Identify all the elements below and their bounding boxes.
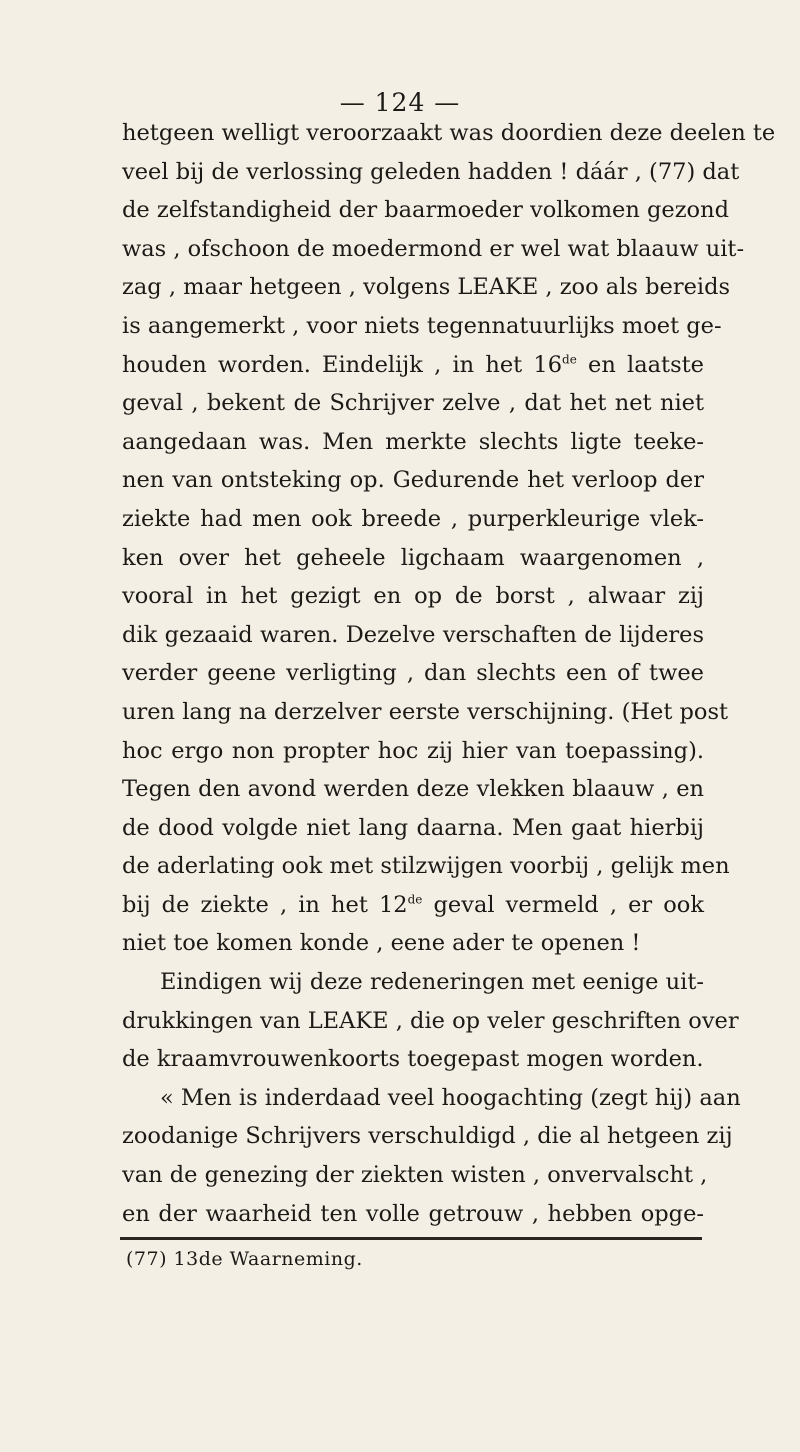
text-line-25: de kraamvrouwenkoorts toegepast mogen worden. — [122, 1046, 704, 1073]
text-line-18: Tegen den avond werden deze vlekken blaauw , en — [122, 776, 704, 803]
text-line-9: aangedaan was. Men merkte slechts ligte teeke- — [122, 428, 704, 455]
text-line-7-start: houden worden. Eindelijk , in het 16 — [122, 351, 563, 378]
text-line-29: en der waarheid ten volle getrouw , hebben opge- — [122, 1200, 704, 1227]
text-line-21-end: geval vermeld , er ook — [422, 891, 704, 918]
text-line-7 — [122, 346, 704, 385]
text-line-4: was , ofschoon de moedermond er wel wat blaauw uit- — [122, 235, 745, 262]
text-line-26: « Men is inderdaad veel hoogachting (zegt hij) aan — [160, 1084, 741, 1111]
text-line-24: drukkingen van LEAKE , die op veler geschriften over — [122, 1007, 739, 1034]
text-line-11: ziekte had men ook breede , purperkleurige vlek- — [122, 505, 704, 532]
page-number: — 124 — — [339, 88, 461, 117]
text-line-20: de aderlating ook met stilzwijgen voorbij , gelijk men — [122, 853, 730, 880]
footnote: (77) 13de Waarneming. — [126, 1248, 363, 1270]
text-line-2: veel bij de verlossing geleden hadden ! dáár , (77) dat — [122, 158, 740, 185]
text-line-22: niet toe komen konde , eene ader te openen ! — [122, 930, 641, 957]
text-line-19: de dood volgde niet lang daarna. Men gaat hierbij — [122, 814, 704, 841]
body-text — [122, 114, 776, 1233]
text-line-14: dik gezaaid waren. Dezelve verschaften de lijderes — [122, 621, 704, 648]
text-line-21 — [122, 886, 704, 925]
text-line-5: zag , maar hetgeen , volgens LEAKE , zoo als bereids — [122, 274, 731, 301]
text-line-10: nen van ontsteking op. Gedurende het verloop der — [122, 467, 704, 494]
text-line-7-end: en laatste — [576, 351, 704, 378]
text-line-21-start: bij de ziekte , in het 12 — [122, 891, 408, 918]
text-line-13: vooral in het gezigt en op de borst , alwaar zij — [122, 583, 704, 610]
text-line-27: zoodanige Schrijvers verschuldigd , die al hetgeen zij — [122, 1123, 733, 1150]
text-line-8: geval , bekent de Schrijver zelve , dat het net niet — [122, 390, 704, 417]
text-line-6: is aangemerkt , voor niets tegennatuurlijks moet ge- — [122, 312, 722, 339]
text-line-23: Eindigen wij deze redeneringen met eenige uit- — [160, 969, 704, 996]
text-line-28: van de genezing der ziekten wisten , onvervalscht , — [122, 1162, 708, 1189]
footnote-divider — [120, 1237, 702, 1240]
ordinal-superscript: de — [407, 892, 423, 907]
text-line-15: verder geene verligting , dan slechts een of twee — [122, 660, 704, 687]
text-line-12: ken over het geheele ligchaam waargenomen , — [122, 544, 704, 571]
text-line-3: de zelfstandigheid der baarmoeder volkomen gezond — [122, 197, 729, 224]
text-line-17: hoc ergo non propter hoc zij hier van toepassing). — [122, 737, 704, 764]
text-line-16: uren lang na derzelver eerste verschijning. (Het post — [122, 698, 729, 725]
text-line-1: hetgeen welligt veroorzaakt was doordien deze deelen te — [122, 120, 776, 146]
ordinal-superscript: de — [562, 352, 577, 367]
